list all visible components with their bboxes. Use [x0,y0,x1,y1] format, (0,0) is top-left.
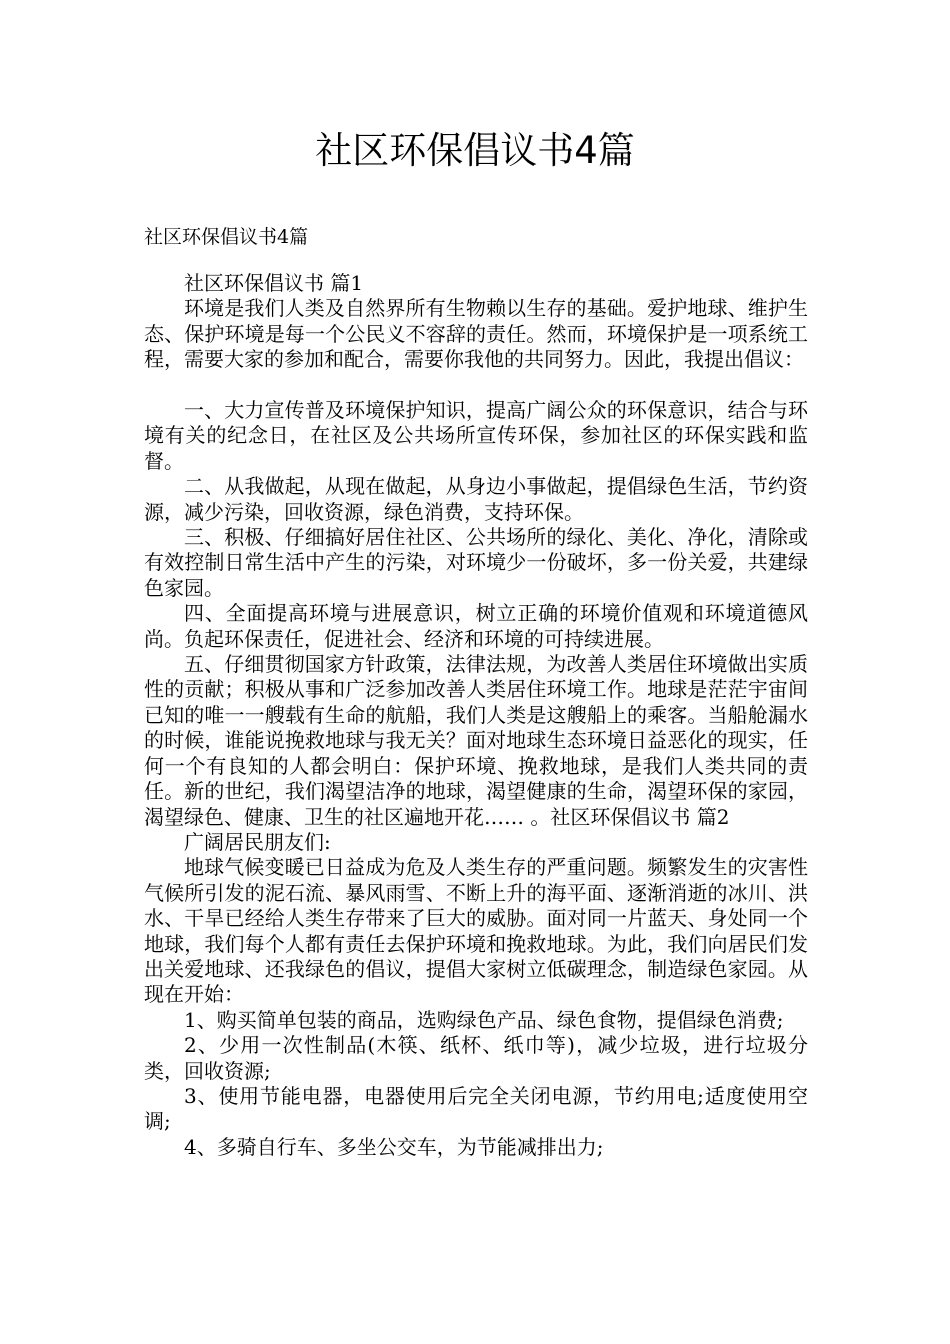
blank-line [144,373,808,398]
paragraph-intro: 环境是我们人类及自然界所有生物赖以生存的基础。爱护地球、维护生态、保护环境是每一个公民义不容辞的责任。然而，环境保护是一项系统工程，需要大家的参加和配合，需要你我他的共同努力。因此，我提出倡议： [144,296,808,372]
document-subtitle: 社区环保倡议书4篇 [144,226,309,248]
action-item-1: 1、购买简单包装的商品，选购绿色产品、绿色食物，提倡绿色消费; [184,1007,784,1032]
greeting-line: 广阔居民朋友们: [184,829,331,854]
document-body [144,271,808,1160]
action-item-3: 3、使用节能电器，电器使用后完全关闭电源，节约用电;适度使用空调; [144,1083,808,1134]
document-title: 社区环保倡议书4篇 [315,129,635,172]
action-item-4: 4、多骑自行车、多坐公交车，为节能减排出力; [184,1134,604,1159]
proposal-item-1: 一、大力宣传普及环境保护知识，提高广阔公众的环保意识，结合与环境有关的纪念日，在社区及公共场所宣传环保，参加社区的环保实践和监督。 [144,398,808,473]
paragraph-climate: 地球气候变暖已日益成为危及人类生存的严重问题。频繁发生的灾害性气候所引发的泥石流、暴风雨雪、不断上升的海平面、逐渐消逝的冰川、洪水、干旱已经给人类生存带来了巨大的威胁。面对同一片蓝天、身处同一个地球，我们每个人都有责任去保护环境和挽救地球。为此，我们向居民们发出关爱地球、还我绿色的倡议，提倡大家树立低碳理念，制造绿色家园。从现在开始： [144,855,808,1007]
proposal-item-3: 三、积极、仔细搞好居住社区、公共场所的绿化、美化、净化，清除或有效控制日常生活中产生的污染，对环境少一份破坏，多一份关爱，共建绿色家园。 [144,525,808,600]
proposal-item-5: 五、仔细贯彻国家方针政策，法律法规，为改善人类居住环境做出实质性的贡献；积极从事和广泛参加改善人类居住环境工作。地球是茫茫宇宙间已知的唯一一艘载有生命的航船，我们人类是这艘船上的乘客。当船舱漏水的时候，谁能说挽救地球与我无关？面对地球生态环境日益恶化的现实，任何一个有良知的人都会明白：保护环境、挽救地球，是我们人类共同的责任。新的世纪，我们渴望洁净的地球，渴望健康的生命，渴望环保的家园，渴望绿色、健康、卫生的社区遍地开花…… 。社区环保倡议书 篇2 [144,652,808,829]
action-item-2: 2、少用一次性制品(木筷、纸杯、纸巾等)，减少垃圾，进行垃圾分类，回收资源; [144,1033,808,1083]
proposal-item-4: 四、全面提高环境与进展意识，树立正确的环境价值观和环境道德风尚。负起环保责任，促进社会、经济和环境的可持续进展。 [144,601,808,651]
section-heading-1: 社区环保倡议书 篇1 [184,271,364,295]
proposal-item-2: 二、从我做起，从现在做起，从身边小事做起，提倡绿色生活，节约资源，减少污染，回收资源，绿色消费，支持环保。 [144,474,808,524]
